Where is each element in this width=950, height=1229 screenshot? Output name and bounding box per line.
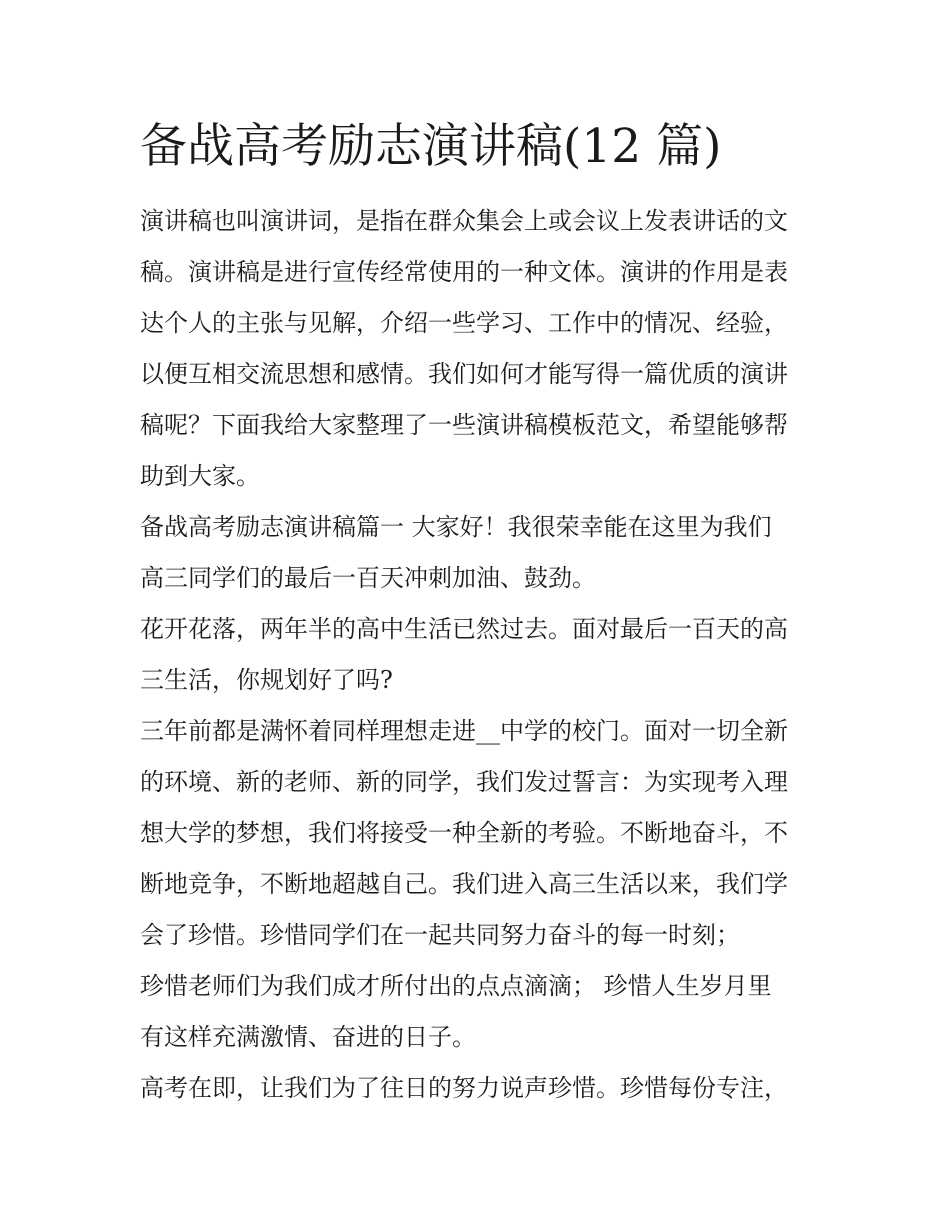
text-line: 三年前都是满怀着同样理想走进__中学的校门。面对一切全新 bbox=[140, 717, 788, 745]
text-line: 备战高考励志演讲稿篇一 大家好！我很荣幸能在这里为我们 bbox=[140, 513, 772, 541]
text-line: 断地竞争，不断地超越自己。我们进入高三生活以来，我们学 bbox=[140, 870, 788, 898]
text-line: 的环境、新的老师、新的同学，我们发过誓言：为实现考入理 bbox=[140, 768, 788, 796]
text-line: 花开花落，两年半的高中生活已然过去。面对最后一百天的高 bbox=[140, 615, 788, 643]
text-line: 演讲稿也叫演讲词，是指在群众集会上或会议上发表讲话的文 bbox=[140, 207, 788, 235]
text-line: 珍惜老师们为我们成才所付出的点点滴滴； 珍惜人生岁月里 bbox=[140, 972, 772, 1000]
document-title: 备战高考励志演讲稿(12 篇) bbox=[140, 119, 722, 174]
text-line: 高考在即，让我们为了往日的努力说声珍惜。珍惜每份专注， bbox=[140, 1074, 788, 1102]
text-line: 高三同学们的最后一百天冲刺加油、鼓劲。 bbox=[140, 564, 596, 592]
text-line: 稿。演讲稿是进行宣传经常使用的一种文体。演讲的作用是表 bbox=[140, 258, 788, 286]
text-line: 助到大家。 bbox=[140, 462, 260, 490]
text-line: 三生活，你规划好了吗? bbox=[140, 666, 393, 694]
document-body bbox=[140, 196, 830, 1114]
text-line: 想大学的梦想，我们将接受一种全新的考验。不断地奋斗，不 bbox=[140, 819, 788, 847]
text-line: 稿呢？下面我给大家整理了一些演讲稿模板范文，希望能够帮 bbox=[140, 411, 788, 439]
text-line: 有这样充满激情、奋进的日子。 bbox=[140, 1023, 476, 1051]
text-line: 以便互相交流思想和感情。我们如何才能写得一篇优质的演讲 bbox=[140, 360, 788, 388]
text-line: 达个人的主张与见解，介绍一些学习、工作中的情况、经验， bbox=[140, 309, 788, 337]
text-line: 会了珍惜。珍惜同学们在一起共同努力奋斗的每一时刻； bbox=[140, 921, 740, 949]
